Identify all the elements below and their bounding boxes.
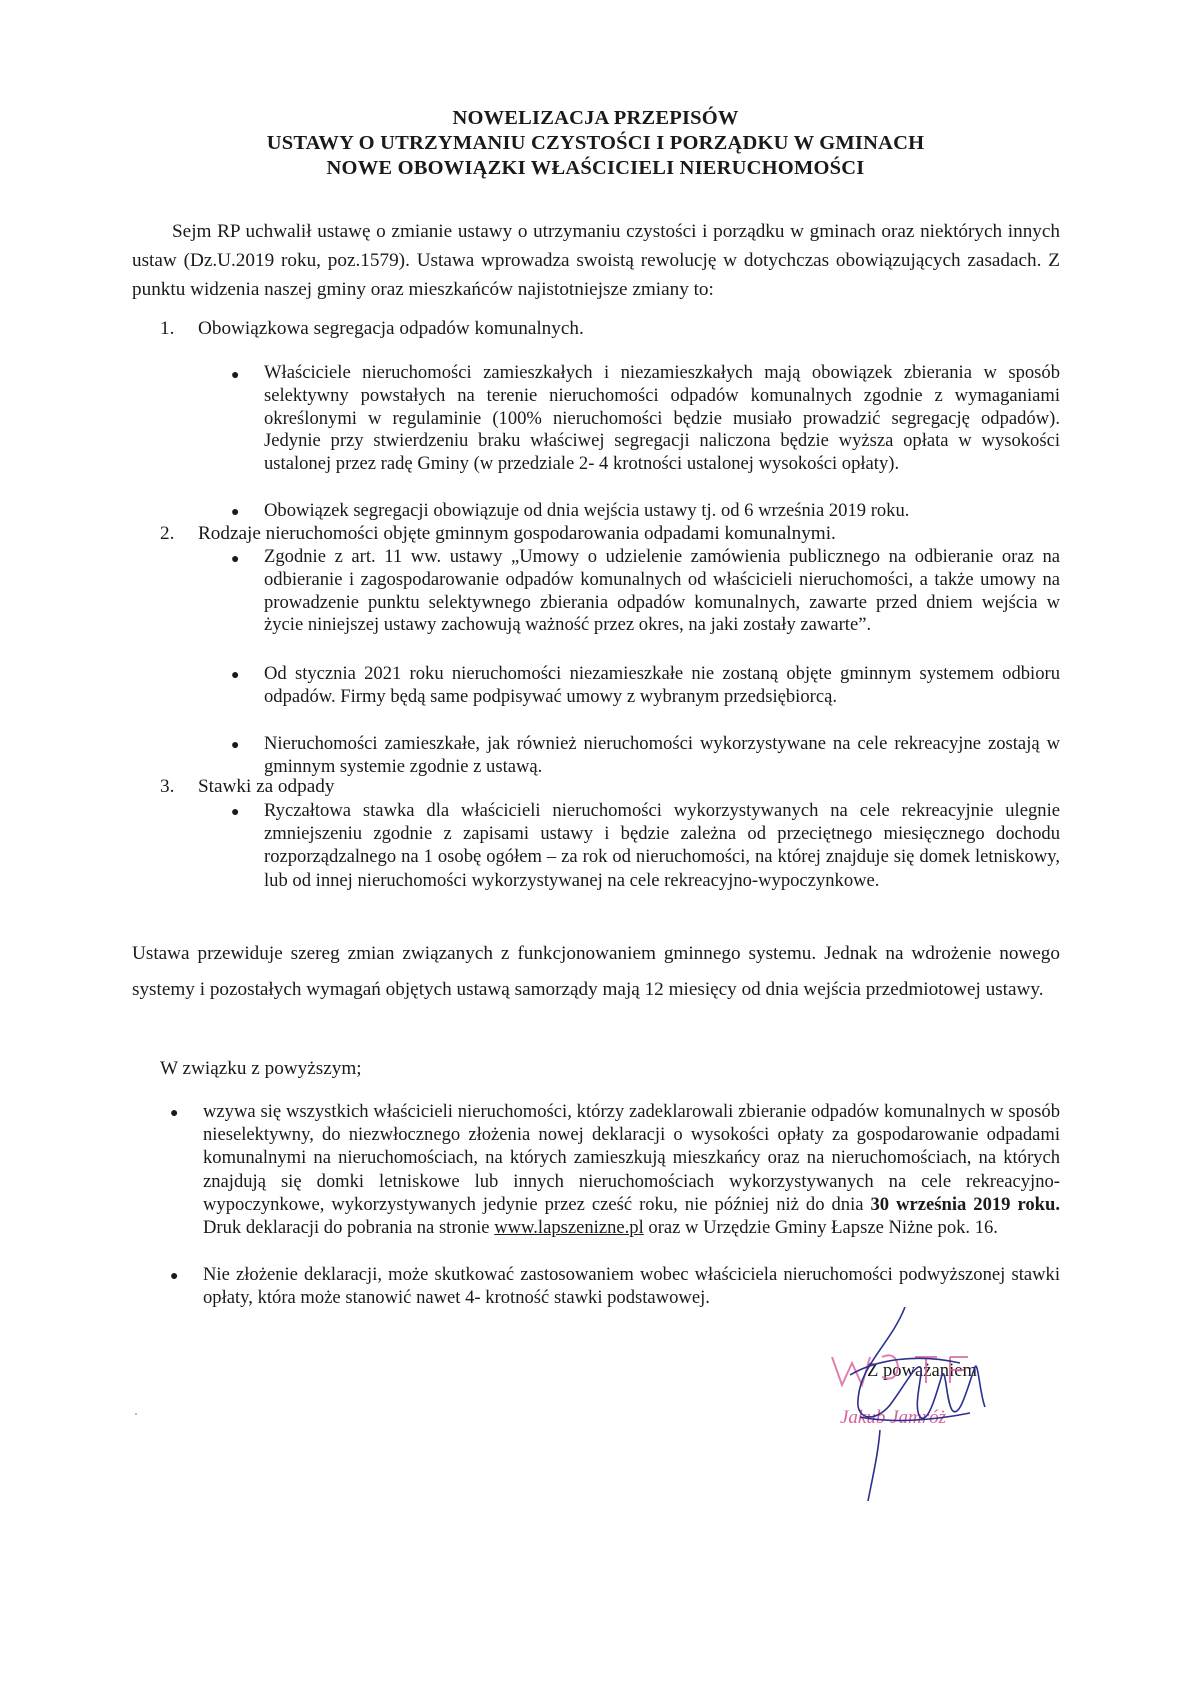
bullet-icon: ● bbox=[170, 1269, 179, 1284]
stamp-signature bbox=[820, 1305, 1020, 1505]
section-3-bullet-1: Ryczałtowa stawka dla właścicieli nieruchomości wykorzystywanych na cele rekreacyjnie ulegnie zmniejszeniu zgodnie z zapisami ustawy i będzie zależna od przeciętnego miesięcznego dochodu rozporządzalnego na 1 osobę ogółem – za rok od nieruchomości, na której znajduje się domek letniskowy, lub od innej nieruchomości wykorzystywanej na cele rekreacyjno-wypoczynkowe. bbox=[264, 800, 1060, 891]
section-2-bullet-1: Zgodnie z art. 11 ww. ustawy „Umowy o udzielenie zamówienia publicznego na odbieranie oraz na odbieranie i zagospodarowanie odpadów komunalnych od właścicieli nieruchomości, a także umowy na prowadzenie punktu selektywnego zbierania odpadów komunalnych, zawarte przed dniem wejścia w życie niniejszej ustawy zachowują ważność przez okres, na jaki zostały zawarte”. bbox=[264, 546, 1060, 636]
section-1-title: Obowiązkowa segregacja odpadów komunalnych. bbox=[198, 318, 584, 339]
section-3-title: Stawki za odpady bbox=[198, 776, 335, 797]
appeal-bullet-1-text-2: Druk deklaracji do pobrania na stronie bbox=[203, 1217, 495, 1239]
closing-paragraph: Ustawa przewiduje szereg zmian związanych z funkcjonowaniem gminnego systemu. Jednak na wdrożenie nowego systemy i pozostałych wymagań objętych ustawą samorządy mają 12 miesięcy od dnia wejścia przedmiotowej ustawy. bbox=[132, 943, 1060, 1000]
title-line-1: NOWELIZACJA PRZEPISÓW bbox=[452, 107, 739, 129]
intro-paragraph: Sejm RP uchwalił ustawę o zmianie ustawy o utrzymaniu czystości i porządku w gminach oraz niektórych innych ustaw (Dz.U.2019 roku, poz.1579). Ustawa wprowadza swoistą rewolucję w dotychczas obowiązujących zasadach. Z punktu widzenia naszej gminy oraz mieszkańców najistotniejsze zmiany to: bbox=[132, 221, 1060, 300]
regards-text: Z poważaniem bbox=[867, 1360, 977, 1381]
section-1-number: 1. bbox=[160, 318, 175, 339]
appeal-intro: W związku z powyższym; bbox=[160, 1058, 362, 1079]
section-3-number: 3. bbox=[160, 776, 175, 797]
section-2-bullet-3: Nieruchomości zamieszkałe, jak również nieruchomości wykorzystywane na cele rekreacyjne zostają w gminnym systemie zgodnie z ustawą. bbox=[264, 733, 1060, 777]
deadline-date: 30 września 2019 roku. bbox=[870, 1193, 1060, 1215]
bullet-icon: ● bbox=[231, 738, 240, 753]
website-link[interactable]: www.lapszenizne.pl bbox=[494, 1217, 644, 1239]
bullet-icon: ● bbox=[231, 505, 240, 520]
title-line-3: NOWE OBOWIĄZKI WŁAŚCICIELI NIERUCHOMOŚCI bbox=[326, 157, 865, 179]
bullet-icon: ● bbox=[231, 368, 240, 383]
bullet-icon: ● bbox=[231, 668, 240, 683]
appeal-bullet-1-text-3: oraz w Urzędzie Gminy Łapsze Niżne pok. 16. bbox=[643, 1217, 998, 1239]
bullet-icon: ● bbox=[231, 552, 240, 567]
section-2-bullet-2: Od stycznia 2021 roku nieruchomości niezamieszkałe nie zostaną objęte gminnym systemem odbioru odpadów. Firmy będą same podpisywać umowy z wybranym przedsiębiorcą. bbox=[264, 663, 1060, 707]
title-line-2: USTAWY O UTRZYMANIU CZYSTOŚCI I PORZĄDKU W GMINACH bbox=[266, 132, 925, 154]
section-1-bullet-2: Obowiązek segregacji obowiązuje od dnia wejścia ustawy tj. od 6 września 2019 roku. bbox=[264, 500, 910, 521]
appeal-bullet-2: Nie złożenie deklaracji, może skutkować zastosowaniem wobec właściciela nieruchomości podwyższonej stawki opłaty, która może stanowić nawet 4- krotność stawki podstawowej. bbox=[203, 1264, 1060, 1309]
stamp-name: Jakub Jamróż bbox=[840, 1407, 947, 1428]
bullet-icon: ● bbox=[231, 805, 240, 820]
scan-speck bbox=[135, 1413, 137, 1415]
section-2-number: 2. bbox=[160, 523, 175, 544]
section-2-title: Rodzaje nieruchomości objęte gminnym gospodarowania odpadami komunalnymi. bbox=[198, 523, 836, 544]
appeal-bullet-1-text: wzywa się wszystkich właścicieli nieruchomości, którzy zadeklarowali zbieranie odpadów komunalnych w sposób nieselektywny, do niezwłocznego złożenia nowej deklaracji o wysokości opłaty za gospodarowanie odpadami komunalnymi na nieruchomościach, na których zamieszkują mieszkańcy oraz na nieruchomościach, na których znajdują się domki letniskowe lub innych nieruchomościach wykorzystywanych na cele rekreacyjno-wypoczynkowe, wykorzystywanych jedynie przez cześć roku, nie później niż do dnia bbox=[203, 1101, 1060, 1215]
bullet-icon: ● bbox=[170, 1106, 179, 1121]
section-1-bullet-1: Właściciele nieruchomości zamieszkałych i niezamieszkałych mają obowiązek zbierania w sposób selektywny powstałych na terenie nieruchomości odpadów komunalnych zgodnie z wymaganiami określonymi w regulaminie (100% nieruchomości będzie musiało prowadzić segregację odpadów). Jedynie przy stwierdzeniu braku właściwej segregacji naliczona będzie wyższa opłata w wysokości ustalonej przez radę Gminy (w przedziale 2- 4 krotności ustalonej wysokości opłaty). bbox=[264, 362, 1060, 475]
appeal-bullet-1 bbox=[203, 1100, 1060, 1239]
